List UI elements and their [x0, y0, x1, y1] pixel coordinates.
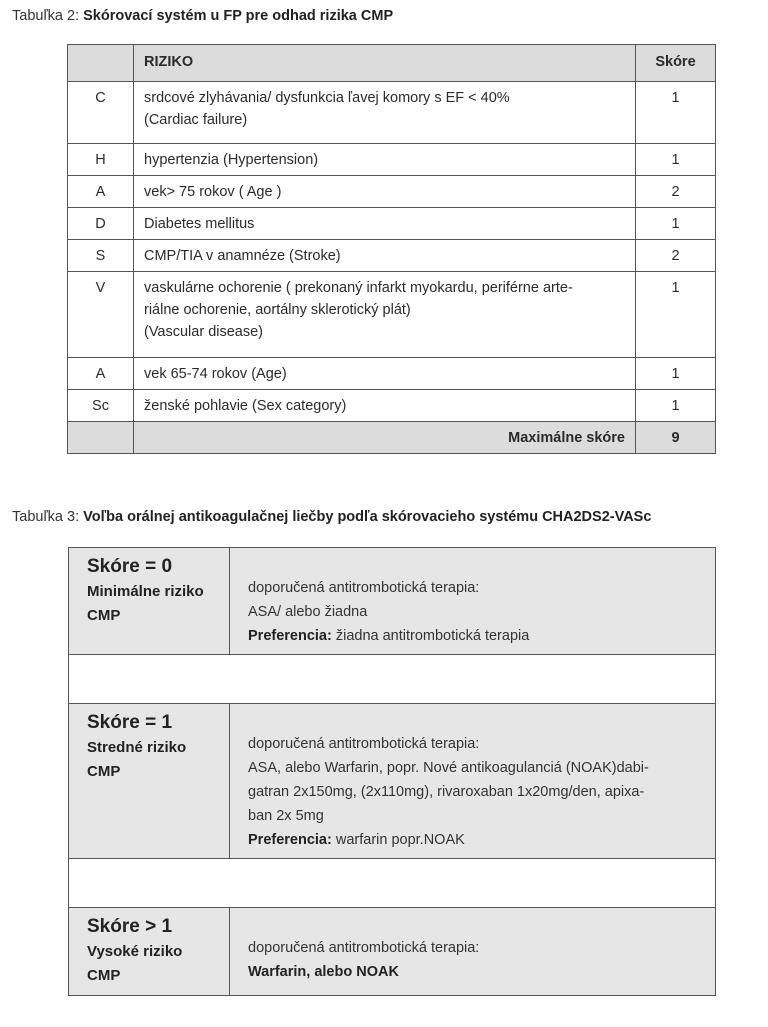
- score-block-header: [69, 908, 230, 996]
- therapy-bold-line: Warfarin, alebo NOAK: [248, 964, 399, 980]
- preference-line: [248, 828, 705, 852]
- row-risk: [134, 272, 636, 358]
- row-risk: vek> 75 rokov ( Age ): [134, 176, 636, 208]
- risk-level: Minimálne riziko: [87, 583, 204, 600]
- therapy-label: doporučená antitrombotická terapia:: [248, 940, 480, 956]
- score-block: [69, 908, 716, 996]
- preference-line: [248, 624, 705, 648]
- table-row: [68, 82, 716, 144]
- row-score: 1: [636, 208, 716, 240]
- table-row: [68, 358, 716, 390]
- risk-level: Stredné riziko: [87, 739, 187, 756]
- score-block-header: [69, 548, 230, 655]
- row-risk-line: vaskulárne ochorenie ( prekonaný infarkt myokardu, periférne arte-: [144, 280, 573, 296]
- table2-caption: [12, 8, 393, 24]
- therapy-cell: [230, 548, 716, 655]
- row-score: 1: [636, 82, 716, 144]
- score-block: [69, 548, 716, 655]
- therapy-line: gatran 2x150mg, (2x110mg), rivaroxaban 1x20mg/den, apixa-: [248, 784, 645, 800]
- row-risk-line: (Vascular disease): [144, 324, 264, 340]
- risk-level: Vysoké riziko: [87, 943, 183, 960]
- therapy-cell: [230, 704, 716, 859]
- row-score: 1: [636, 144, 716, 176]
- row-letter: H: [68, 144, 134, 176]
- therapy-label: doporučená antitrombotická terapia:: [248, 736, 480, 752]
- risk-target: CMP: [87, 967, 121, 984]
- block-spacer: [69, 859, 716, 908]
- therapy-line: ASA, alebo Warfarin, popr. Nové antikoagulanciá (NOAK)dabi-: [248, 760, 649, 776]
- row-letter: D: [68, 208, 134, 240]
- table2-caption-title: Skórovací systém u FP pre odhad rizika CMP: [83, 8, 394, 24]
- footer-empty-cell: [68, 422, 134, 454]
- row-risk-line: riálne ochorenie, aortálny sklerotický plát): [144, 302, 411, 318]
- table-header-row: [68, 45, 716, 82]
- row-letter: Sc: [68, 390, 134, 422]
- row-risk-line: (Cardiac failure): [144, 112, 248, 128]
- block-spacer: [69, 655, 716, 704]
- score-block-header: [69, 704, 230, 859]
- row-letter: A: [68, 358, 134, 390]
- row-letter: C: [68, 82, 134, 144]
- row-score: 1: [636, 358, 716, 390]
- risk-target: CMP: [87, 607, 121, 624]
- row-risk: ženské pohlavie (Sex category): [134, 390, 636, 422]
- row-letter: S: [68, 240, 134, 272]
- preference-text: warfarin popr.NOAK: [331, 832, 465, 848]
- footer-label: Maximálne skóre: [134, 422, 636, 454]
- header-score: Skóre: [636, 45, 716, 82]
- score-value: Skóre = 0: [87, 556, 173, 577]
- table-row: [68, 176, 716, 208]
- table3-caption-title: Voľba orálnej antikoagulačnej liečby podľa skórovacieho systému CHA2DS2-VASc: [83, 509, 652, 525]
- therapy-line: ASA/ alebo žiadna: [248, 604, 368, 620]
- row-risk: vek 65-74 rokov (Age): [134, 358, 636, 390]
- spacer-cell: [69, 859, 716, 908]
- row-risk: [134, 82, 636, 144]
- row-score: 1: [636, 272, 716, 358]
- score-block: [69, 704, 716, 859]
- footer-score: 9: [636, 422, 716, 454]
- table-row: [68, 240, 716, 272]
- row-letter: V: [68, 272, 134, 358]
- table-row: [68, 272, 716, 358]
- row-score: 2: [636, 240, 716, 272]
- preference-label: Preferencia:: [248, 628, 332, 644]
- table-row: [68, 390, 716, 422]
- anticoagulation-table: [68, 547, 716, 996]
- preference-label: Preferencia:: [248, 832, 332, 848]
- row-score: 2: [636, 176, 716, 208]
- score-value: Skóre = 1: [87, 712, 173, 733]
- row-risk: Diabetes mellitus: [134, 208, 636, 240]
- therapy-line: ban 2x 5mg: [248, 808, 324, 824]
- table3-caption: [12, 509, 651, 525]
- therapy-cell: [230, 908, 716, 996]
- table-row: [68, 208, 716, 240]
- score-value: Skóre > 1: [87, 916, 173, 937]
- row-risk: CMP/TIA v anamnéze (Stroke): [134, 240, 636, 272]
- risk-target: CMP: [87, 763, 121, 780]
- header-risk: RIZIKO: [134, 45, 636, 82]
- row-risk: hypertenzia (Hypertension): [134, 144, 636, 176]
- table3-caption-prefix: Tabuľka 3:: [12, 509, 84, 525]
- table-footer-row: [68, 422, 716, 454]
- preference-text: žiadna antitrombotická terapia: [331, 628, 530, 644]
- row-letter: A: [68, 176, 134, 208]
- table2-caption-prefix: Tabuľka 2:: [12, 8, 84, 24]
- risk-score-table: [67, 44, 716, 454]
- row-score: 1: [636, 390, 716, 422]
- spacer-cell: [69, 655, 716, 704]
- header-empty-cell: [68, 45, 134, 82]
- table-row: [68, 144, 716, 176]
- therapy-label: doporučená antitrombotická terapia:: [248, 580, 480, 596]
- row-risk-line: srdcové zlyhávania/ dysfunkcia ľavej komory s EF < 40%: [144, 90, 510, 106]
